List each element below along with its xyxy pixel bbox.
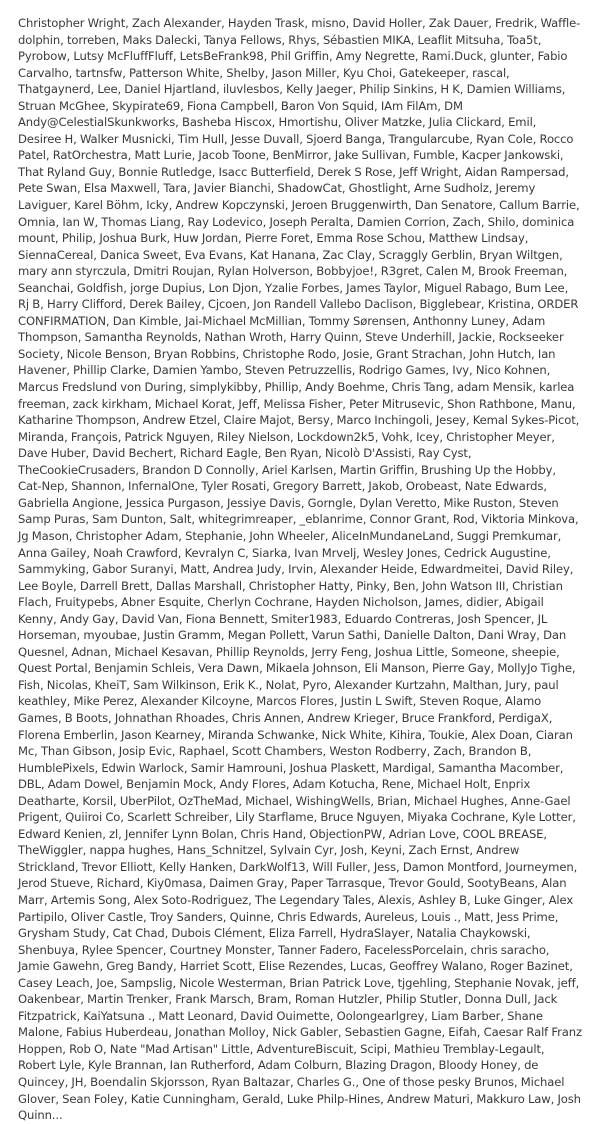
backer-names-paragraph: Christopher Wright, Zach Alexander, Hayden Trask, misno, David Holler, Zak Dauer, Fredrik, Waffle-dolphin, torreben, Maks Dalecki, Tanya Fellows, Rhys, Sébastien MIKA, Leaflit Mitsuha, Toa5t, Pyrobow, Lutsy McFluffFluff, LetsBeFrank98, Phil Griffin, Amy Negrette, Rami.Duck, glunter, Fabio Carvalho, tartnsfw, Patterson White, Shelby, Jason Miller, Kyu Choi, Gatekeeper, rascal, Thatgaynerd, Lee, Daniel Hjartland, iluvlesbos, Kelly Jaeger, Philip Sinkins, H K, Damien Williams, Struan McGhee, Skypirate69, Fiona Campbell, Baron Von Squid, IAm FilAm, DM Andy@CelestialSkunkworks, Basheba Hiscox, Hmortishu, Oliver Matzke, Julia Clickard, Emil, Desiree H, Walker Musnicki, Tim Hull, Jesse Duvall, Sjoerd Banga, Trangularcube, Ryan Cole, Rocco Patel, RatOrchestra, Matt Lurie, Jacob Toone, BenMirror, Jake Sullivan, Fumble, Kacper Jankowski, That Ryland Guy, Bonnie Rutledge, Isacc Butterfield, Derek S Rose, Jeff Wright, Aidan Rampersad, Pete Swan, Elsa Maxwell, Tara, Javier Bianchi, ShadowCat, Ghostlight, Arne Sudholz, Jeremy Laviguer, Karel Böhm, Icky, Andrew Kopczynski, Jeroen Bruggenwirth, Dan Senatore, Callum Barrie, Omnia, Ian W, Thomas Liang, Ray Lodevico, Joseph Peralta, Damien Corrion, Zach, Shilo, dominica mount, Philip, Joshua Burk, Huw Jordan, Pierre Foret, Emma Rose Schou, Matthew Lindsay, SiennaCereal, Danica Sweet, Eva Evans, Kat Hanana, Zac Clay, Scraggly Gerblin, Bryan Wiltgen, mary ann styrczula, Dmitri Roujan, Rylan Holverson, Bobbyjoe!, R3gret, Calen M, Brook Freeman, Seanchai, Goldfish, jorge Dupius, Lon Djon, Yzalie Forbes, James Taylor, Miguel Rabago, Bum Lee, Rj B, Harry Clifford, Derek Bailey, Cjcoen, Jon Randell Vallebo Daclison, Bigglebear, Kristina, ORDER CONFIRMATION, Dan Kimble, Jai-Michael McMillian, Tommy Sørensen, Anthonny Luney, Adam Thompson, Samantha Reynolds, Nathan Wroth, Harry Quinn, Steve Underhill, Jackie, Rockseeker Society, Nicole Benson, Bryan Robbins, Christophe Rodo, Josie, Grant Strachan, John Hutch, Ian Havener, Phillip Clarke, Damien Yambo, Steven Petruzzellis, Rodrigo Games, Ivy, Nico Kohnen, Marcus Fredslund von During, simplykibby, Phillip, Andy Boehme, Chris Tang, adam Mensik, karlea freeman, zack kirkham, Michael Korat, Jeff, Melissa Fisher, Peter Mitrusevic, Shon Rathbone, Manu, Katharine Thompson, Andrew Etzel, Claire Majot, Bersy, Marco Inchingoli, Jesey, Kemal Sykes-Picot, Miranda, François, Patrick Nguyen, Riley Nielson, Lockdown2k5, Vohk, Icey, Christopher Meyer, Dave Huber, David Bechert, Richard Eagle, Ben Ryan, Nicolò D'Assisti, Ray Cyst, TheCookieCrusaders, Brandon D Connolly, Ariel Karlsen, Martin Griffin, Brushing Up the Hobby, Cat-Nep, Shannon, InfernalOne, Tyler Rosati, Gregory Barrett, Jakob, Orobeast, Nate Edwards, Gabriella Angione, Jessica Purgason, Jessiye Davis, Gorngle, Dylan Veretto, Mike Ruston, Steven Samp Puras, Sam Dunton, Salt, whitegrimreaper, _eblanrime, Connor Grant, Rod, Viktoria Minkova, Jg Mason, Christopher Adam, Stephanie, John Wheeler, AliceInMundaneLand, Suggi Premkumar, Anna Gailey, Noah Crawford, Kevralyn C, Siarka, Ivan Mrvelj, Wesley Jones, Cedrick Augustine, Sammyking, Gabor Suranyi, Matt, Andrea Judy, Irvin, Alexander Heide, Edwardmeitei, David Riley, Lee Boyle, Darrell Brett, Dallas Marshall, Christopher Hatty, Pinky, Ben, John Watson III, Christian Flach, Fruitypebs, Abner Esquite, Cherlyn Cochrane, Hayden Nicholson, James, didier, Abigail Kenny, Andy Gay, David Van, Fiona Bennett, Smiter1983, Eduardo Contreras, Josh Spencer, JL Horseman, myoubae, Justin Gramm, Megan Pollett, Varun Sathi, Danielle Dalton, Dani Wray, Dan Quesnel, Adnan, Michael Kesavan, Phillip Reynolds, Jerry Feng, Joshua Little, Someone, sheepie, Quest Portal, Benjamin Schleis, Vera Dawn, Mikaela Johnson, Eli Manson, Pierre Gay, MollyJo Tighe, Fish, Nicolas, KheiT, Sam Wilkinson, Erik K., Nolat, Pyro, Alexander Kurtzahn, Malthan, Jury, paul keathley, Mike Perez, Alexander Kilcoyne, Marcos Flores, Justin L Swift, Steven Roque, Alamo Games, B Boots, Johnathan Rhoades, Chris Annen, Andrew Krieger, Bruce Frankford, PerdigaX, Florena Emberlin, Jason Kearney, Miranda Schwanke, Nick White, Kihira, Toukie, Alex Doan, Ciaran Mc, Than Gibson, Josip Evic, Raphael, Scott Chambers, Weston Rodberry, Zach, Brandon B, HumblePixels, Edwin Warlock, Samir Hamrouni, Joshua Plaskett, Mardigal, Samantha Macomber, DBL, Adam Dowel, Benjamin Mock, Andy Flores, Adam Kotucha, Rene, Michael Holt, Enprix Deatharte, Korsil, UberPilot, OzTheMad, Michael, WishingWells, Brian, Michael Hughes, Anne-Gael Prigent, Quiiroi Co, Scarlett Schreiber, Lily Starflame, Bruce Nguyen, Miyaka Cochrane, Kyle Lotter, Edward Kenien, zl, Jennifer Lynn Bolan, Chris Hand, ObjectionPW, Adrian Love, COOL BREASE, TheWiggler, nappa hughes, Hans_Schnitzel, Sylvain Cyr, Josh, Keyni, Zach Ernst, Andrew Strickland, Trevor Elliott, Kelly Hanken, DarkWolf13, Will Fuller, Jess, Damon Montford, Journeymen, Jerod Stueve, Richard, Kiy0masa, Daimen Gray, Paper Tarrasque, Trevor Gould, SootyBeans, Alan Marr, Artemis Song, Alex Soto-Rodriguez, The Legendary Tales, Alexis, Ashley B, Luke Ginger, Alex Partipilo, Oliver Castle, Troy Sanders, Quinne, Chris Edwards, Aureleus, Louis ., Matt, Jess Prime, Grysham Study, Cat Chad, Dubois Clément, Eliza Farrell, HydraSlayer, Natalia Chaykowski, Shenbuya, Rylee Spencer, Courtney Monster, Tanner Fadero, FacelessPorcelain, chris saracho, Jamie Gawehn, Greg Bandy, Harriet Scott, Elise Rezendes, Lucas, Geoffrey Walano, Roger Bazinet, Casey Leach, Joe, Sampslig, Nicole Westerman, Brian Patrick Love, tjgehling, Stephanie Novak, jeff, Oakenbear, Martin Trenker, Frank Marsch, Bram, Roman Hutzler, Philip Stutler, Donna Dull, Jack Fitzpatrick, KaiYatsuna ., Matt Leonard, David Ouimette, Oolongearlgrey, Liam Barber, Shane Malone, Fabius Huberdeau, Jonathan Molloy, Nick Gabler, Sebastien Gagne, Eifah, Caesar Ralf Franz Hoppen, Rob O, Nate "Mad Artisan" Little, AdventureBiscuit, Scipi, Mathieu Tremblay-Legault, Robert Lyle, Kyle Brannan, Ian Rutherford, Adam Colburn, Blazing Dragon, Bloody Honey, de Quincey, JH, Boendalin Skjorsson, Ryan Baltazar, Charles G., One of those pesky Brunos, Michael Glover, Sean Foley, Katie Cunningham, Gerald, Luke Philp-Hines, Andrew Maturi, Makkuro Law, Josh Quinn... [18,16,582,1123]
